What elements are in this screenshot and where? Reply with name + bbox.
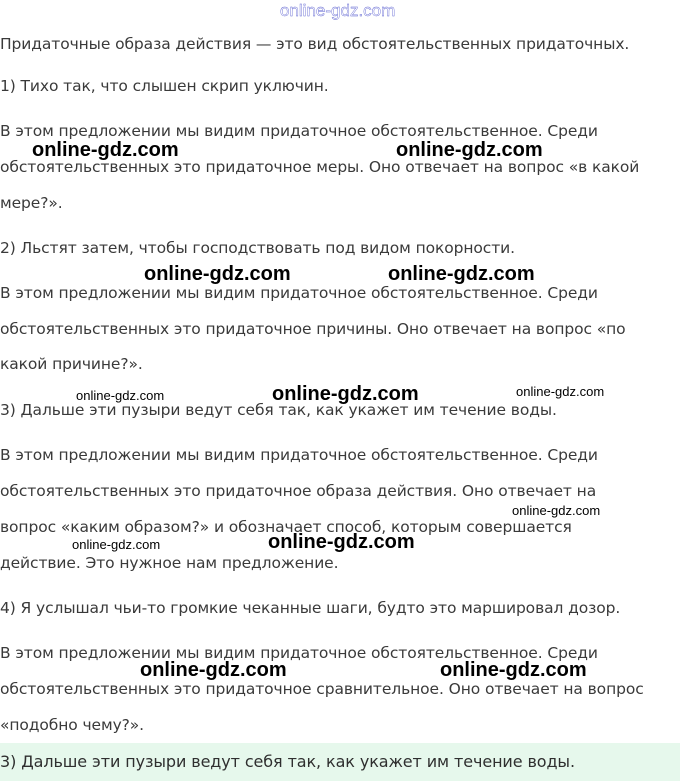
watermark: online-gdz.com: [144, 263, 291, 285]
watermark-top: online-gdz.com: [280, 1, 396, 20]
watermark: online-gdz.com: [72, 537, 161, 552]
watermark: online-gdz.com: [32, 139, 179, 161]
watermark: online-gdz.com: [140, 659, 287, 681]
explanation-line: действие. Это нужное нам предложение.: [0, 554, 339, 572]
explanation-line: обстоятельственных это придаточное меры. Оно отвечает на вопрос «в какой: [0, 158, 640, 176]
explanation-line: В этом предложении мы видим придаточное обстоятельственное. Среди: [0, 284, 598, 302]
watermark: online-gdz.com: [268, 531, 415, 553]
watermark: online-gdz.com: [388, 263, 535, 285]
watermark: online-gdz.com: [440, 659, 587, 681]
watermark: online-gdz.com: [272, 383, 419, 405]
watermark: online-gdz.com: [76, 388, 165, 403]
example-1: 1) Тихо так, что слышен скрип уключин.: [0, 77, 329, 95]
example-4: 4) Я услышал чьи-то громкие чеканные шаги, будто это маршировал дозор.: [0, 599, 621, 617]
explanation-line: «подобно чему?».: [0, 716, 145, 734]
example-3: 3) Дальше эти пузыри ведут себя так, как укажет им течение воды.: [0, 401, 557, 419]
intro-text: Придаточные образа действия — это вид обстоятельственных придаточных.: [0, 35, 630, 53]
explanation-line: обстоятельственных это придаточное причины. Оно отвечает на вопрос «по: [0, 320, 626, 338]
explanation-line: вопрос «каким образом?» и обозначает способ, которым совершается: [0, 518, 572, 536]
answer-highlight: [0, 743, 680, 781]
explanation-line: обстоятельственных это придаточное сравнительное. Оно отвечает на вопрос: [0, 680, 644, 698]
explanation-line: В этом предложении мы видим придаточное обстоятельственное. Среди: [0, 644, 598, 662]
example-2: 2) Льстят затем, чтобы господствовать под видом покорности.: [0, 239, 515, 257]
explanation-line: В этом предложении мы видим придаточное обстоятельственное. Среди: [0, 446, 598, 464]
answer-text: 3) Дальше эти пузыри ведут себя так, как укажет им течение воды.: [0, 752, 575, 771]
explanation-line: В этом предложении мы видим придаточное обстоятельственное. Среди: [0, 122, 598, 140]
watermark: online-gdz.com: [516, 384, 605, 399]
watermark: online-gdz.com: [512, 503, 601, 518]
explanation-line: обстоятельственных это придаточное образа действия. Оно отвечает на: [0, 482, 597, 500]
explanation-line: мере?».: [0, 194, 63, 212]
explanation-line: какой причине?».: [0, 355, 143, 373]
watermark: online-gdz.com: [396, 139, 543, 161]
